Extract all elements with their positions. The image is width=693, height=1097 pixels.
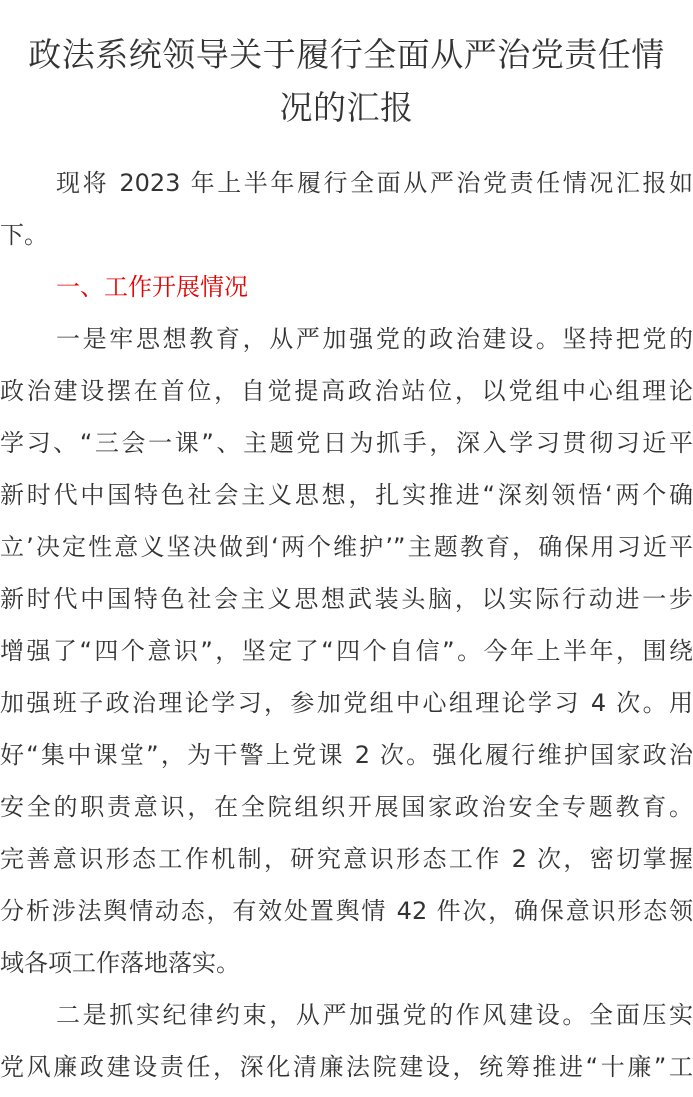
title-line-1: 政法系统领导关于履行全面从严治党责任情 [28, 35, 665, 74]
paragraph-2-line-1: 二是抓实纪律约束，从严加强党的作风建设。全面压实 [56, 1001, 693, 1029]
paragraph-1-line-6: 新时代中国特色社会主义思想武装头脑，以实际行动进一步 [0, 585, 693, 613]
paragraph-1-line-3: 学习、“三会一课”、主题党日为抓手，深入学习贯彻习近平 [0, 429, 693, 457]
intro-line-1: 现将 2023 年上半年履行全面从严治党责任情况汇报如 [56, 169, 693, 197]
paragraph-1-line-10: 安全的职责意识，在全院组织开展国家政治安全专题教育。 [0, 793, 693, 821]
document-title [0, 28, 693, 134]
paragraph-1-line-13: 域各项工作落地落实。 [0, 949, 240, 977]
paragraph-2-line-2: 党风廉政建设责任，深化清廉法院建设，统筹推进“十廉”工 [0, 1053, 693, 1081]
paragraph-1-line-9: 好“集中课堂”，为干警上党课 2 次。强化履行维护国家政治 [0, 741, 693, 769]
paragraph-1-line-7: 增强了“四个意识”，坚定了“四个自信”。今年上半年，围绕 [0, 637, 693, 665]
paragraph-1-line-2: 政治建设摆在首位，自觉提高政治站位，以党组中心组理论 [0, 377, 693, 405]
paragraph-1-line-5: 立’决定性意义坚决做到‘两个维护’”主题教育，确保用习近平 [0, 533, 693, 561]
intro-line-2: 下。 [0, 221, 48, 249]
paragraph-1-line-1: 一是牢思想教育，从严加强党的政治建设。坚持把党的 [56, 325, 693, 353]
paragraph-1-line-8: 加强班子政治理论学习，参加党组中心组理论学习 4 次。用 [0, 689, 693, 717]
paragraph-1-line-12: 分析涉法舆情动态，有效处置舆情 42 件次，确保意识形态领 [0, 897, 693, 925]
paragraph-1-line-4: 新时代中国特色社会主义思想，扎实推进“深刻领悟‘两个确 [0, 481, 693, 509]
paragraph-1-line-11: 完善意识形态工作机制，研究意识形态工作 2 次，密切掌握 [0, 845, 693, 873]
title-line-2: 况的汇报 [279, 88, 414, 127]
section-heading: 一、工作开展情况 [56, 273, 248, 301]
